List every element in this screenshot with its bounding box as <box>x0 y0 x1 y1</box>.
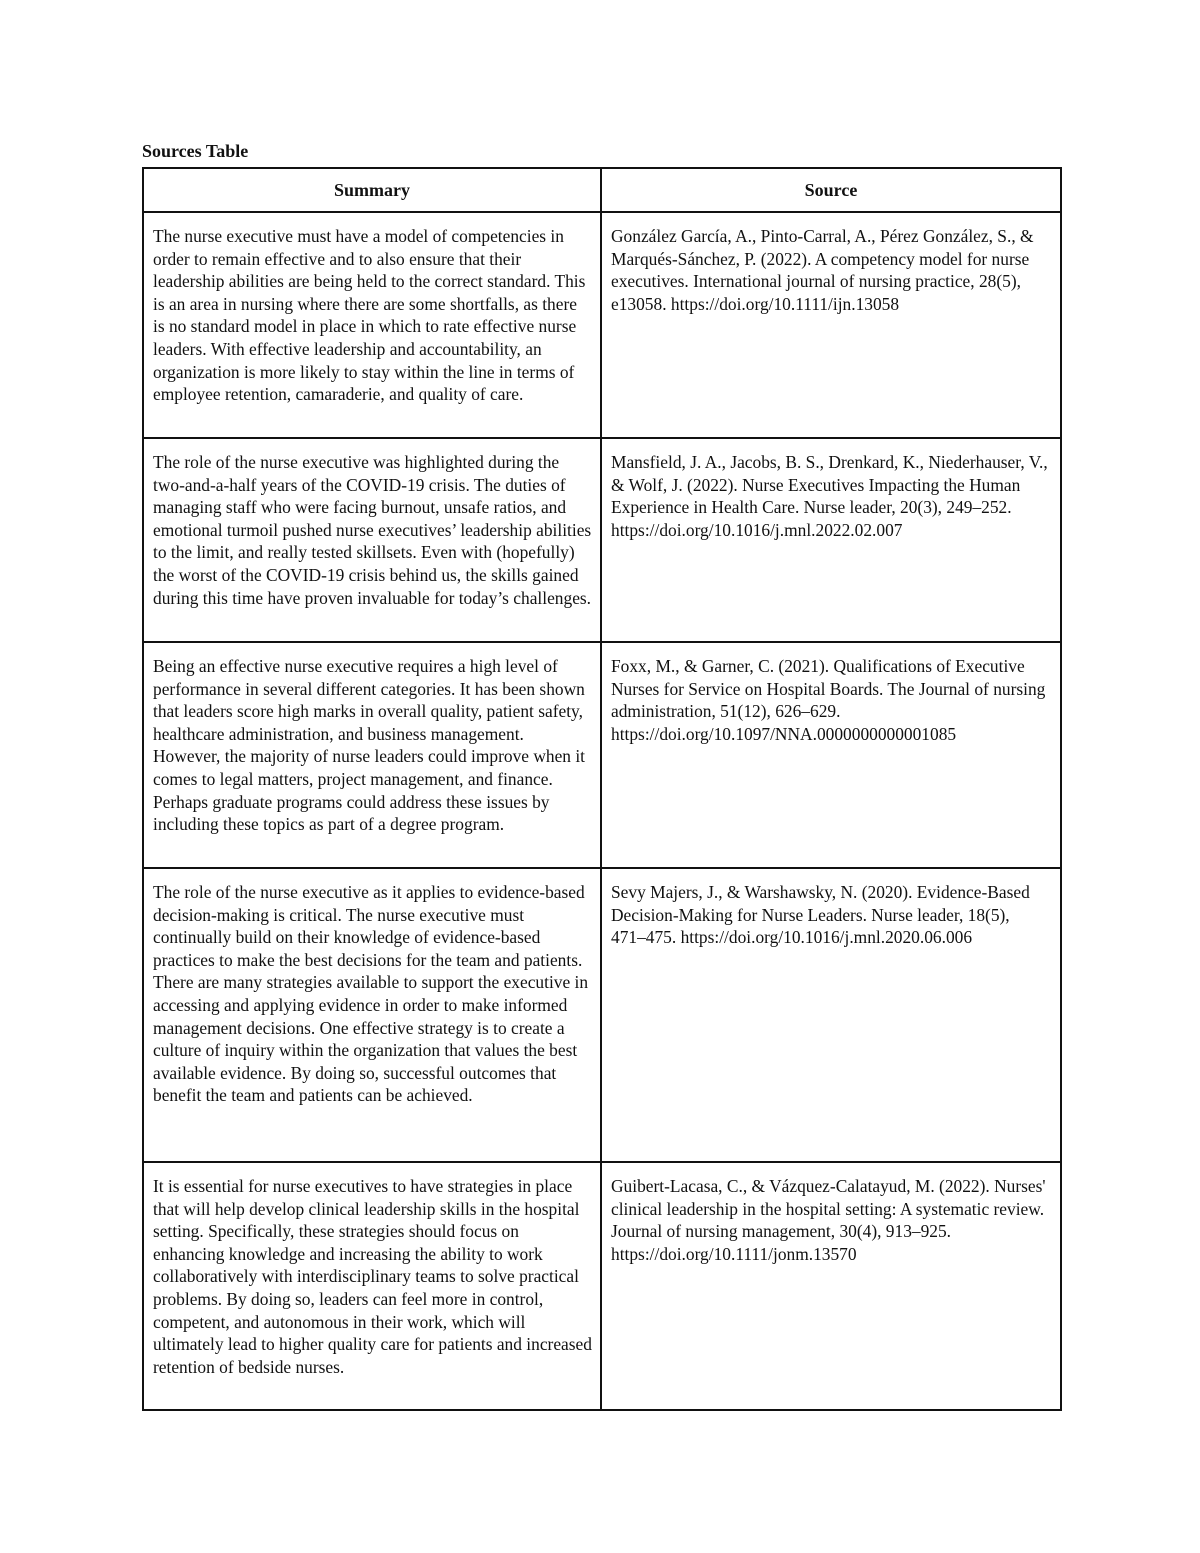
source-cell <box>601 212 1061 438</box>
summary-text: The nurse executive must have a model of competencies in order to remain effective and to also ensure that their leadership abilities are being held to the correct standard. This is an area in nursing where there are some shortfalls, as there is no standard model in place in which to rate effective nurse leaders. With effective leadership and accountability, an organization is more likely to stay within the line in terms of employee retention, camaraderie, and quality of care. <box>153 226 586 405</box>
table-row <box>143 438 1061 642</box>
summary-text: The role of the nurse executive was highlighted during the two-and-a-half years of the COVID-19 crisis. The duties of managing staff who were facing burnout, unsafe ratios, and emotional turmoil pushed nurse executives’ leadership abilities to the limit, and really tested skillsets. Even with (hopefully) the worst of the COVID-19 crisis behind us, the skills gained during this time have proven invaluable for today’s challenges. <box>153 452 592 608</box>
summary-cell <box>143 1162 601 1410</box>
table-row <box>143 868 1061 1162</box>
summary-cell <box>143 642 601 868</box>
citation-text: Guibert-Lacasa, C., & Vázquez-Calatayud, M. (2022). Nurses' clinical leadership in the hospital setting: A systematic review. Journal of nursing management, 30(4), 913–925. https://doi.org/10.1111/jonm.13570 <box>611 1176 1046 1264</box>
citation-text: González García, A., Pinto-Carral, A., Pérez González, S., & Marqués-Sánchez, P. (2022). A competency model for nurse executives. International journal of nursing practice, 28(5), e13058. https://doi.org/10.1111/ijn.13058 <box>611 226 1034 314</box>
page-title: Sources Table <box>142 141 249 161</box>
citation-text: Sevy Majers, J., & Warshawsky, N. (2020). Evidence-Based Decision-Making for Nurse Leaders. Nurse leader, 18(5), 471–475. https://doi.org/10.1016/j.mnl.2020.06.006 <box>611 882 1030 948</box>
source-column-header: Source <box>601 168 1061 212</box>
table-row <box>143 642 1061 868</box>
summary-cell <box>143 212 601 438</box>
source-cell <box>601 642 1061 868</box>
summary-cell <box>143 438 601 642</box>
source-cell <box>601 868 1061 1162</box>
table-row <box>143 1162 1061 1410</box>
summary-text: Being an effective nurse executive requires a high level of performance in several different categories. It has been shown that leaders score high marks in overall quality, patient safety, healthcare administration, and business management. However, the majority of nurse leaders could improve when it comes to legal matters, project management, and finance. Perhaps graduate programs could address these issues by including these topics as part of a degree program. <box>153 656 586 835</box>
summary-column-header: Summary <box>143 168 601 212</box>
sources-table <box>142 167 1062 1411</box>
citation-text: Foxx, M., & Garner, C. (2021). Qualifications of Executive Nurses for Service on Hospital Boards. The Journal of nursing administration, 51(12), 626–629. https://doi.org/10.1097/NNA.0000000000001085 <box>611 656 1046 744</box>
citation-text: Mansfield, J. A., Jacobs, B. S., Drenkard, K., Niederhauser, V., & Wolf, J. (2022). Nurse Executives Impacting the Human Experience in Health Care. Nurse leader, 20(3), 249–252. https://doi.org/10.1016/j.mnl.2022.02.007 <box>611 452 1048 540</box>
table-row <box>143 212 1061 438</box>
summary-text: The role of the nurse executive as it applies to evidence-based decision-making is critical. The nurse executive must continually build on their knowledge of evidence-based practices to make the best decisions for the team and patients. There are many strategies available to support the executive in accessing and applying evidence in order to make informed management decisions. One effective strategy is to create a culture of inquiry within the organization that values the best available evidence. By doing so, successful outcomes that benefit the team and patients can be achieved. <box>153 882 589 1106</box>
source-cell <box>601 438 1061 642</box>
source-cell <box>601 1162 1061 1410</box>
summary-cell <box>143 868 601 1162</box>
summary-text: It is essential for nurse executives to have strategies in place that will help develop clinical leadership skills in the hospital setting. Specifically, these strategies should focus on enhancing knowledge and increasing the ability to work collaboratively with interdisciplinary teams to solve practical problems. By doing so, leaders can feel more in control, competent, and autonomous in their work, which will ultimately lead to higher quality care for patients and increased retention of bedside nurses. <box>153 1176 592 1377</box>
table-header-row <box>143 168 1061 212</box>
